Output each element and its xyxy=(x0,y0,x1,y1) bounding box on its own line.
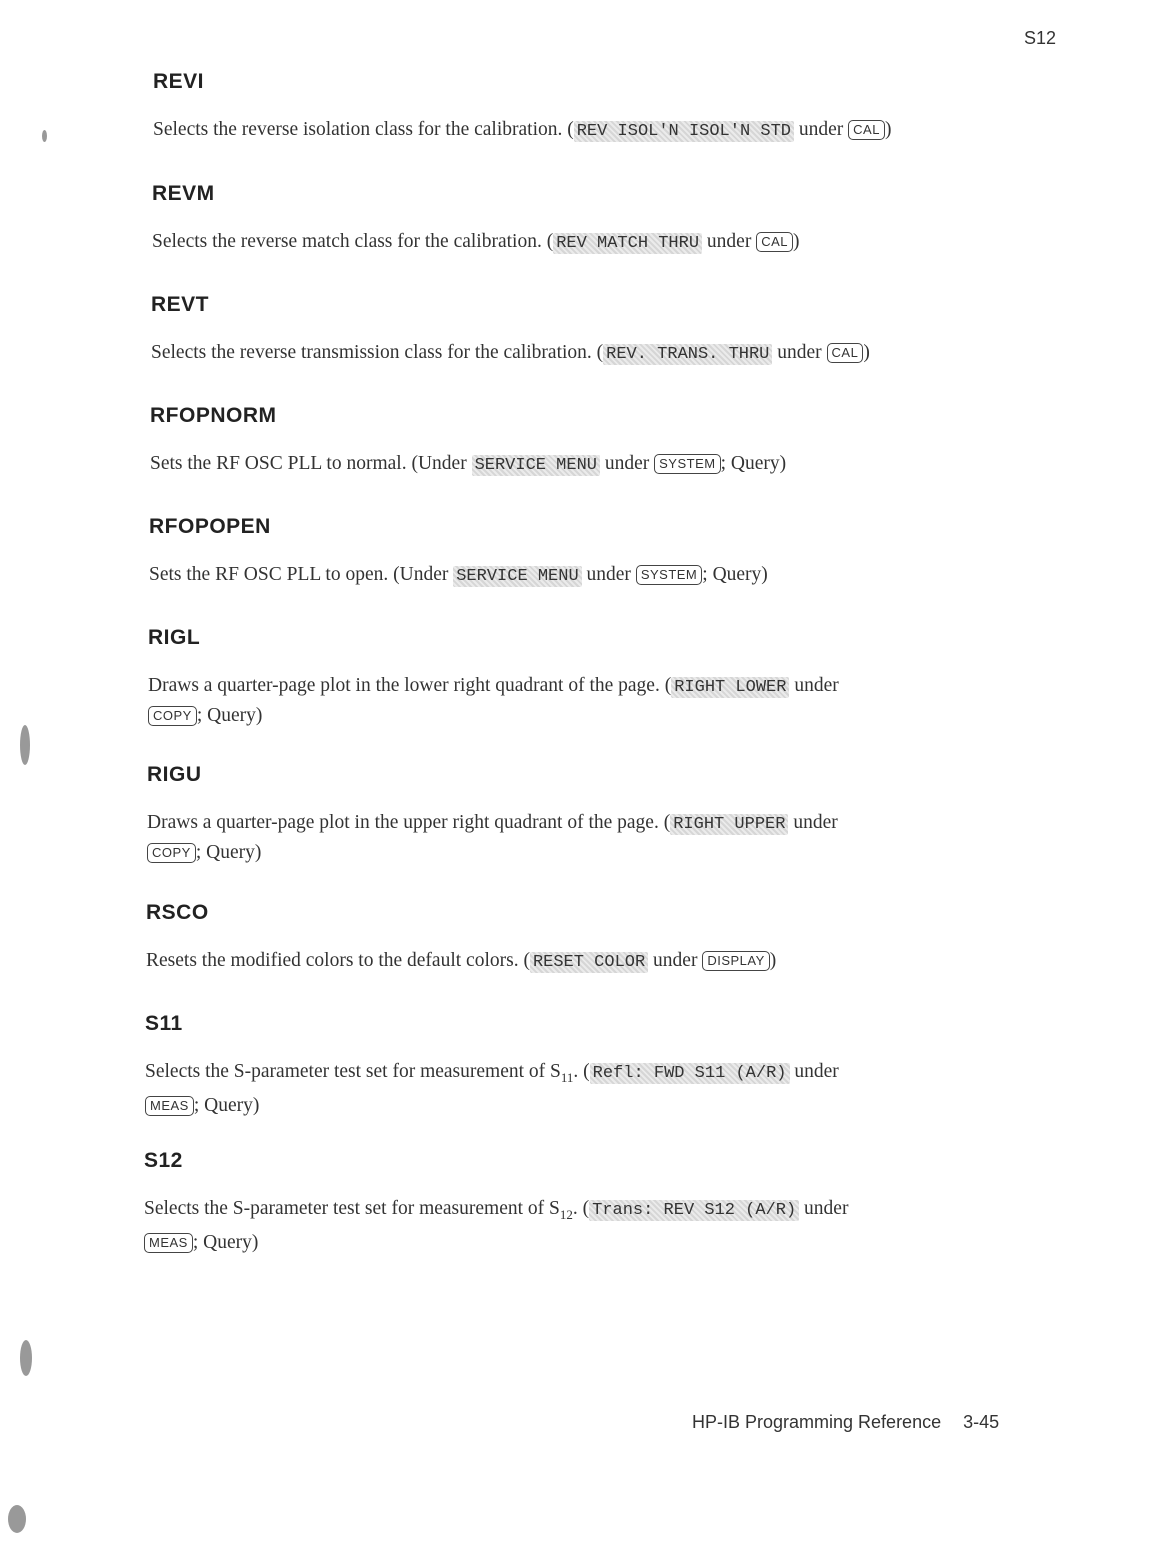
softkey-label: RIGHT LOWER xyxy=(671,677,789,698)
command-name: RFOPNORM xyxy=(150,404,277,427)
hardkey-label: COPY xyxy=(147,843,196,863)
command-name: RFOPOPEN xyxy=(149,515,271,538)
command-name: RSCO xyxy=(146,901,209,924)
entry-rigl xyxy=(148,626,1028,730)
command-name: S12 xyxy=(144,1149,183,1172)
softkey-label: Trans: REV S12 (A/R) xyxy=(589,1200,799,1221)
entry-rfopnorm xyxy=(150,404,1030,480)
softkey-label: Refl: FWD S11 (A/R) xyxy=(590,1063,790,1084)
page-number: 3-45 xyxy=(963,1412,1000,1432)
entry-rsco xyxy=(146,901,1026,977)
softkey-label: RIGHT UPPER xyxy=(670,814,788,835)
entry-rfopopen xyxy=(149,515,1029,591)
softkey-label: REV. TRANS. THRU xyxy=(603,344,772,365)
hardkey-label: COPY xyxy=(148,706,197,726)
command-name: RIGU xyxy=(147,763,202,786)
hardkey-label: MEAS xyxy=(144,1233,193,1253)
softkey-label: SERVICE MENU xyxy=(472,455,600,476)
command-name: REVI xyxy=(153,70,205,93)
hardkey-label: SYSTEM xyxy=(654,454,720,474)
command-description: Selects the reverse match class for the calibration. ( REV MATCH THRU under CAL ) xyxy=(152,231,800,253)
command-description: Draws a quarter-page plot in the upper right quadrant of the page. ( RIGHT UPPER under COPY ; Query) xyxy=(147,812,838,863)
hardkey-label: DISPLAY xyxy=(702,951,769,971)
softkey-label: REV ISOL'N ISOL'N STD xyxy=(574,121,794,142)
command-description: Sets the RF OSC PLL to normal. (Under SERVICE MENU under SYSTEM ; Query) xyxy=(150,453,787,475)
scan-edge-marks xyxy=(0,0,30,1544)
command-name: RIGL xyxy=(148,626,201,649)
command-name: S11 xyxy=(145,1012,183,1035)
hardkey-label: CAL xyxy=(756,232,793,252)
command-description: Selects the reverse transmission class for the calibration. ( REV. TRANS. THRU under CAL ) xyxy=(151,342,870,364)
hardkey-label: MEAS xyxy=(145,1096,194,1116)
command-description: Selects the reverse isolation class for the calibration. ( REV ISOL'N ISOL'N STD under CAL ) xyxy=(153,119,892,141)
hardkey-label: SYSTEM xyxy=(636,565,702,585)
command-description: Selects the S-parameter test set for measurement of $S_{11}$. ( Refl: FWD S11 (A/R) under MEAS ; Query) xyxy=(145,1061,839,1116)
command-name: REVM xyxy=(152,182,215,205)
command-name: REVT xyxy=(151,293,210,316)
page-footer xyxy=(692,1412,999,1433)
entry-revi xyxy=(153,70,1033,146)
softkey-label: REV MATCH THRU xyxy=(553,233,702,254)
footer-title: HP-IB Programming Reference xyxy=(692,1412,942,1432)
entry-revt xyxy=(151,293,1031,369)
hardkey-label: CAL xyxy=(848,120,885,140)
entry-s12 xyxy=(144,1149,1024,1257)
hardkey-label: CAL xyxy=(827,343,864,363)
command-description: Sets the RF OSC PLL to open. (Under SERVICE MENU under SYSTEM ; Query) xyxy=(149,564,768,586)
entry-s11 xyxy=(145,1012,1025,1120)
command-description: Resets the modified colors to the default colors. ( RESET COLOR under DISPLAY ) xyxy=(146,950,777,972)
command-description: Draws a quarter-page plot in the lower right quadrant of the page. ( RIGHT LOWER under COPY ; Query) xyxy=(148,675,839,726)
command-description: Selects the S-parameter test set for measurement of $S_{12}$. ( Trans: REV S12 (A/R) under MEAS ; Query) xyxy=(144,1198,849,1253)
softkey-label: SERVICE MENU xyxy=(453,566,581,587)
entry-rigu xyxy=(147,763,1027,867)
entry-revm xyxy=(152,182,1032,258)
softkey-label: RESET COLOR xyxy=(530,952,648,973)
page-header: S12 xyxy=(1023,28,1056,48)
